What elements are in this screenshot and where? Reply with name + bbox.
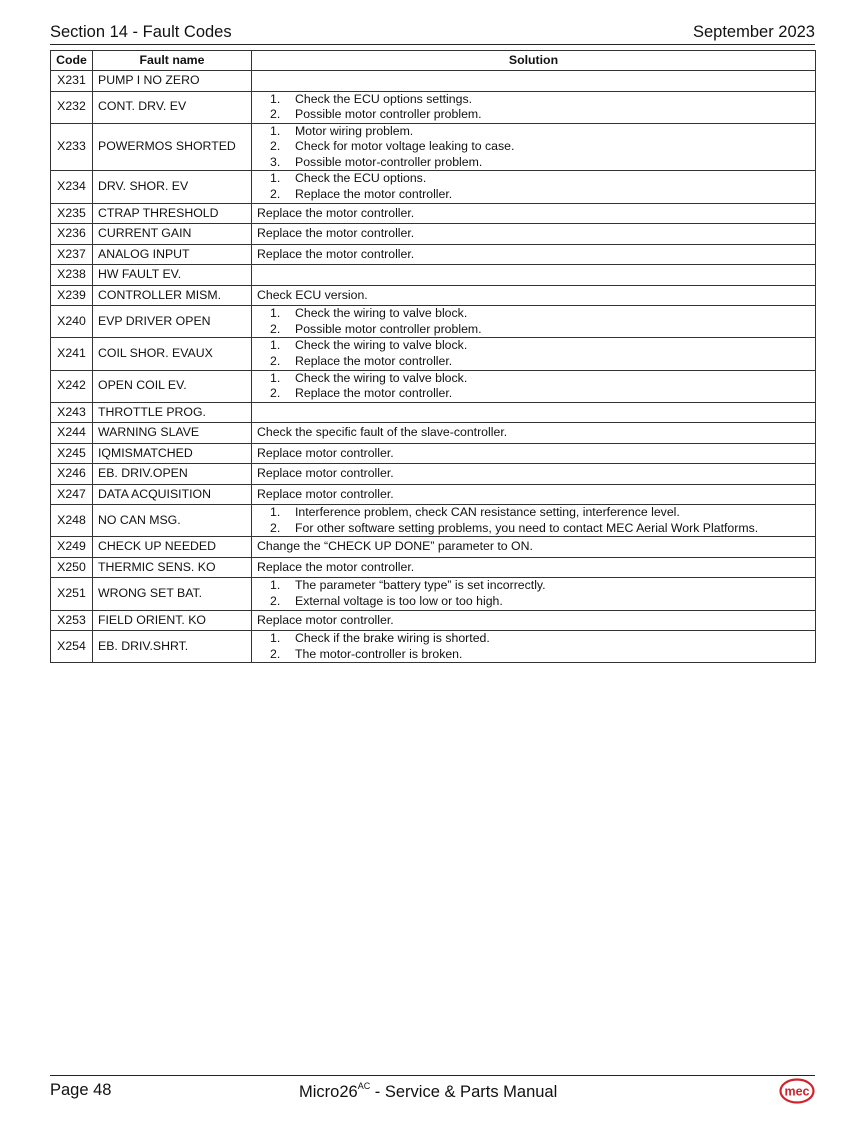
solution-steps-list	[257, 338, 810, 369]
solution-cell	[252, 631, 816, 663]
step-text: Possible motor-controller problem.	[295, 154, 483, 169]
fault-name-cell: CHECK UP NEEDED	[93, 537, 252, 558]
solution-cell	[252, 265, 816, 286]
fault-code-cell: X237	[51, 244, 93, 265]
table-row	[51, 71, 816, 92]
step-text: Replace the motor controller.	[295, 187, 453, 202]
solution-cell: Check the specific fault of the slave-controller.	[252, 423, 816, 444]
step-number: 2.	[270, 520, 281, 535]
fault-code-cell: X254	[51, 631, 93, 663]
solution-step	[257, 594, 810, 610]
solution-cell: Replace the motor controller.	[252, 224, 816, 245]
step-text: Check for motor voltage leaking to case.	[295, 139, 515, 154]
step-number: 1.	[270, 306, 281, 321]
section-title: Section 14 - Fault Codes	[50, 23, 232, 41]
table-row	[51, 464, 816, 485]
table-row	[51, 423, 816, 444]
fault-name-cell: EB. DRIV.SHRT.	[93, 631, 252, 663]
solution-cell	[252, 171, 816, 203]
fault-code-cell: X249	[51, 537, 93, 558]
fault-code-cell: X251	[51, 578, 93, 610]
solution-step	[257, 505, 810, 521]
step-text: Check the wiring to valve block.	[295, 338, 468, 353]
fault-code-cell: X253	[51, 610, 93, 631]
fault-name-cell: FIELD ORIENT. KO	[93, 610, 252, 631]
solution-step	[257, 107, 810, 123]
step-number: 1.	[270, 631, 281, 646]
table-header-row	[51, 51, 816, 71]
fault-code-cell: X234	[51, 171, 93, 203]
column-header-code: Code	[51, 51, 93, 71]
solution-step	[257, 155, 810, 171]
solution-cell	[252, 505, 816, 537]
solution-cell	[252, 123, 816, 171]
fault-code-cell: X231	[51, 71, 93, 92]
step-text: Check the wiring to valve block.	[295, 370, 468, 385]
step-number: 2.	[270, 594, 281, 608]
fault-code-cell: X247	[51, 484, 93, 505]
fault-name-cell: THERMIC SENS. KO	[93, 557, 252, 578]
fault-code-cell: X238	[51, 265, 93, 286]
step-number: 1.	[270, 91, 281, 106]
solution-step	[257, 386, 810, 402]
table-row	[51, 306, 816, 338]
table-row	[51, 171, 816, 203]
fault-code-cell: X248	[51, 505, 93, 537]
step-text: Possible motor controller problem.	[295, 321, 482, 336]
table-row	[51, 484, 816, 505]
page-header	[50, 22, 815, 45]
solution-cell	[252, 306, 816, 338]
solution-cell: Change the “CHECK UP DONE” parameter to ON.	[252, 537, 816, 558]
step-text: External voltage is too low or too high.	[295, 594, 503, 608]
column-header-fault-name: Fault name	[93, 51, 252, 71]
manual-title	[299, 1081, 557, 1102]
fault-code-cell: X250	[51, 557, 93, 578]
solution-cell	[252, 402, 816, 423]
solution-cell	[252, 71, 816, 92]
step-number: 1.	[270, 171, 281, 186]
manual-model-superscript: AC	[357, 1081, 371, 1091]
table-row	[51, 402, 816, 423]
fault-name-cell: IQMISMATCHED	[93, 443, 252, 464]
header-date: September 2023	[692, 23, 815, 41]
fault-code-cell: X233	[51, 123, 93, 171]
fault-name-cell: HW FAULT EV.	[93, 265, 252, 286]
table-row	[51, 370, 816, 402]
step-number: 2.	[270, 353, 281, 368]
fault-code-cell: X246	[51, 464, 93, 485]
step-text: Check if the brake wiring is shorted.	[295, 631, 490, 646]
solution-step	[257, 92, 810, 108]
solution-cell: Replace motor controller.	[252, 443, 816, 464]
solution-step	[257, 578, 810, 594]
solution-cell: Check ECU version.	[252, 285, 816, 306]
column-header-solution: Solution	[252, 51, 816, 71]
solution-step	[257, 631, 810, 647]
fault-name-cell: NO CAN MSG.	[93, 505, 252, 537]
fault-name-cell: PUMP I NO ZERO	[93, 71, 252, 92]
table-row	[51, 244, 816, 265]
table-row	[51, 123, 816, 171]
step-number: 2.	[270, 321, 281, 336]
fault-name-cell: DRV. SHOR. EV	[93, 171, 252, 203]
fault-code-cell: X232	[51, 91, 93, 123]
fault-code-cell: X236	[51, 224, 93, 245]
table-row	[51, 631, 816, 663]
solution-cell	[252, 338, 816, 370]
table-row	[51, 91, 816, 123]
solution-cell: Replace the motor controller.	[252, 244, 816, 265]
step-number: 2.	[270, 187, 281, 202]
fault-code-cell: X244	[51, 423, 93, 444]
step-text: Possible motor controller problem.	[295, 107, 482, 122]
step-text: Check the ECU options.	[295, 171, 427, 186]
solution-cell: Replace the motor controller.	[252, 557, 816, 578]
table-row	[51, 443, 816, 464]
table-row	[51, 505, 816, 537]
solution-steps-list	[257, 124, 810, 171]
step-number: 3.	[270, 154, 281, 169]
fault-name-cell: OPEN COIL EV.	[93, 370, 252, 402]
table-row	[51, 203, 816, 224]
table-row	[51, 557, 816, 578]
solution-step	[257, 338, 810, 354]
step-number: 2.	[270, 107, 281, 122]
solution-step	[257, 306, 810, 322]
solution-cell	[252, 91, 816, 123]
step-number: 2.	[270, 139, 281, 154]
mec-logo-icon	[779, 1077, 815, 1105]
fault-name-cell: CONT. DRV. EV	[93, 91, 252, 123]
fault-name-cell: EVP DRIVER OPEN	[93, 306, 252, 338]
solution-steps-list	[257, 505, 810, 536]
step-text: The parameter “battery type” is set incorrectly.	[295, 578, 546, 593]
table-row	[51, 224, 816, 245]
step-number: 1.	[270, 370, 281, 385]
fault-name-cell: ANALOG INPUT	[93, 244, 252, 265]
table-row	[51, 265, 816, 286]
fault-code-cell: X235	[51, 203, 93, 224]
solution-cell: Replace motor controller.	[252, 610, 816, 631]
fault-code-table	[50, 50, 816, 663]
step-number: 1.	[270, 505, 281, 520]
solution-cell: Replace motor controller.	[252, 464, 816, 485]
logo-text: mec	[784, 1084, 810, 1099]
table-row	[51, 338, 816, 370]
solution-step	[257, 521, 810, 537]
step-text: Check the wiring to valve block.	[295, 306, 468, 321]
step-number: 1.	[270, 578, 281, 593]
fault-code-cell: X241	[51, 338, 93, 370]
solution-steps-list	[257, 578, 810, 609]
fault-name-cell: DATA ACQUISITION	[93, 484, 252, 505]
fault-name-cell: CTRAP THRESHOLD	[93, 203, 252, 224]
table-body	[51, 71, 816, 663]
solution-cell	[252, 578, 816, 610]
fault-name-cell: THROTTLE PROG.	[93, 402, 252, 423]
table-row	[51, 610, 816, 631]
step-number: 2.	[270, 386, 281, 401]
fault-name-cell: CURRENT GAIN	[93, 224, 252, 245]
step-text: Motor wiring problem.	[295, 123, 414, 138]
solution-cell: Replace motor controller.	[252, 484, 816, 505]
fault-code-cell: X242	[51, 370, 93, 402]
page-number: Page 48	[50, 1081, 112, 1099]
fault-code-cell: X245	[51, 443, 93, 464]
fault-name-cell: EB. DRIV.OPEN	[93, 464, 252, 485]
step-number: 1.	[270, 123, 281, 138]
step-text: Replace the motor controller.	[295, 386, 453, 401]
step-number: 2.	[270, 646, 281, 661]
manual-model: Micro26	[299, 1083, 358, 1101]
step-text: Interference problem, check CAN resistance setting, interference level.	[295, 505, 680, 520]
solution-step	[257, 124, 810, 140]
page-footer	[50, 1075, 815, 1106]
solution-step	[257, 322, 810, 338]
fault-code-cell: X239	[51, 285, 93, 306]
solution-step	[257, 371, 810, 387]
solution-steps-list	[257, 631, 810, 662]
manual-title-rest: - Service & Parts Manual	[370, 1083, 558, 1101]
solution-steps-list	[257, 171, 810, 202]
solution-step	[257, 647, 810, 663]
solution-step	[257, 187, 810, 203]
step-text: The motor-controller is broken.	[295, 646, 463, 661]
fault-name-cell: WARNING SLAVE	[93, 423, 252, 444]
table-row	[51, 285, 816, 306]
step-text: Replace the motor controller.	[295, 353, 453, 368]
fault-name-cell: POWERMOS SHORTED	[93, 123, 252, 171]
solution-steps-list	[257, 92, 810, 123]
solution-step	[257, 139, 810, 155]
fault-name-cell: COIL SHOR. EVAUX	[93, 338, 252, 370]
solution-step	[257, 354, 810, 370]
table-row	[51, 578, 816, 610]
fault-name-cell: CONTROLLER MISM.	[93, 285, 252, 306]
solution-cell: Replace the motor controller.	[252, 203, 816, 224]
table-row	[51, 537, 816, 558]
step-text: For other software setting problems, you need to contact MEC Aerial Work Platforms.	[295, 520, 759, 535]
solution-cell	[252, 370, 816, 402]
fault-name-cell: WRONG SET BAT.	[93, 578, 252, 610]
step-text: Check the ECU options settings.	[295, 91, 473, 106]
solution-steps-list	[257, 371, 810, 402]
solution-steps-list	[257, 306, 810, 337]
fault-code-cell: X240	[51, 306, 93, 338]
step-number: 1.	[270, 338, 281, 353]
solution-step	[257, 171, 810, 187]
fault-code-cell: X243	[51, 402, 93, 423]
